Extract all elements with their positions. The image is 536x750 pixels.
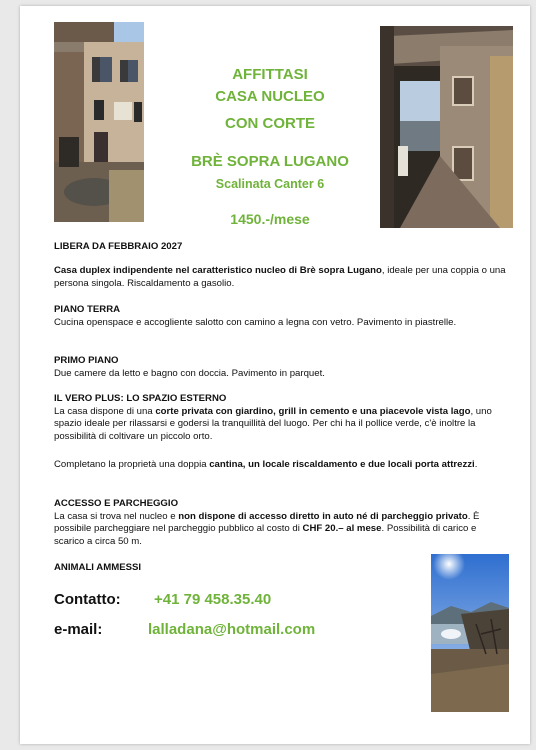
accesso-text-3: . Possibilità di carico e scarico a circa 50 m. bbox=[54, 523, 477, 547]
completano-text-1: Completano la proprietà una doppia bbox=[54, 459, 210, 470]
availability: LIBERA DA FEBBRAIO 2027 bbox=[54, 241, 183, 252]
title-line-1: AFFITTASI bbox=[232, 66, 308, 83]
animali-ammessi: ANIMALI AMMESSI bbox=[54, 562, 142, 573]
flyer-page bbox=[20, 6, 530, 744]
email-label: e-mail: bbox=[54, 621, 103, 638]
accesso-bold-2: CHF 20.– al mese bbox=[302, 523, 382, 535]
vero-plus-bold: corte privata con giardino, grill in cemento e una piacevole vista lago bbox=[155, 405, 471, 417]
intro-bold: Casa duplex indipendente nel caratteristico nucleo di Brè sopra Lugano bbox=[54, 265, 382, 276]
piano-terra-section bbox=[54, 304, 509, 329]
intro-paragraph bbox=[54, 265, 509, 290]
piano-terra-text: Cucina openspace e accogliente salotto con camino a legna con vetro. Pavimento in piastrelle. bbox=[54, 316, 457, 328]
price: 1450.-/mese bbox=[230, 211, 310, 227]
piano-terra-heading: PIANO TERRA bbox=[54, 304, 121, 315]
contact-label: Contatto: bbox=[54, 591, 121, 608]
accesso-text-1: La casa si trova nel nucleo e bbox=[54, 510, 179, 522]
title-line-2: CASA NUCLEO bbox=[215, 88, 325, 105]
primo-piano-section bbox=[54, 355, 509, 380]
vero-plus-heading: IL VERO PLUS: LO SPAZIO ESTERNO bbox=[54, 393, 227, 404]
accesso-section bbox=[54, 498, 509, 548]
email-address[interactable]: lalladana@hotmail.com bbox=[148, 621, 316, 638]
accesso-text-2: . È possibile parcheggiare nel parcheggio pubblico al costo di bbox=[54, 510, 480, 535]
location: BRÈ SOPRA LUGANO bbox=[191, 153, 349, 170]
house-photo bbox=[54, 22, 144, 222]
accesso-bold-1: non dispone di accesso diretto in auto né di parcheggio privato bbox=[178, 510, 468, 522]
completano-bold: cantina, un locale riscaldamento e due locali porta attrezzi bbox=[209, 459, 475, 470]
primo-piano-heading: PRIMO PIANO bbox=[54, 355, 119, 366]
completano-paragraph bbox=[54, 459, 509, 472]
title-line-3: CON CORTE bbox=[225, 115, 315, 132]
vero-plus-text-2: , uno spazio ideale per rilassarsi e godersi la tranquillità del luogo. Per chi ha il pollice verde, c'è inoltre la possibilità di coltivare un piccolo orto. bbox=[54, 405, 492, 442]
vero-plus-text-1: La casa dispone di una bbox=[54, 405, 156, 417]
accesso-heading: ACCESSO E PARCHEGGIO bbox=[54, 498, 179, 509]
courtyard-photo bbox=[380, 26, 513, 228]
completano-text-2: . bbox=[474, 459, 478, 470]
intro-rest: , ideale per una coppia o una persona singola. Riscaldamento a gasolio. bbox=[54, 265, 506, 289]
address: Scalinata Canter 6 bbox=[215, 177, 325, 191]
primo-piano-text: Due camere da letto e bagno con doccia. Pavimento in parquet. bbox=[54, 367, 325, 379]
phone-number[interactable]: +41 79 458.35.40 bbox=[154, 591, 272, 608]
lake-view-photo bbox=[431, 554, 509, 712]
vero-plus-section bbox=[54, 393, 509, 443]
